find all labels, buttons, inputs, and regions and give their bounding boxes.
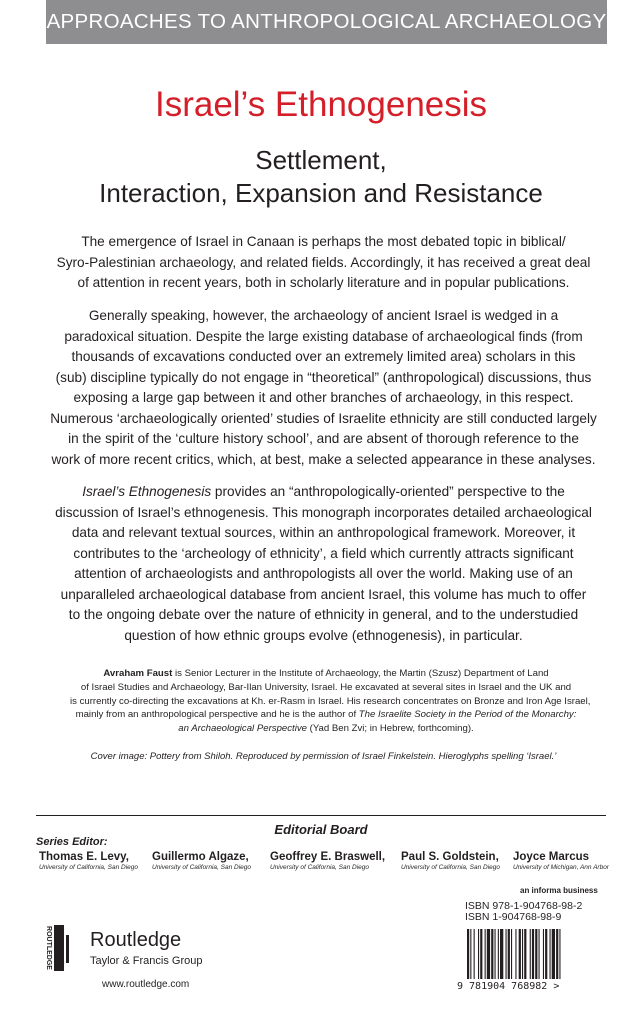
barcode-bar <box>487 929 490 979</box>
barcode-bar <box>506 929 507 979</box>
barcode-bar <box>524 929 526 979</box>
member-name: Geoffrey E. Braswell, <box>270 851 386 863</box>
publisher-group: Taylor & Francis Group <box>90 955 203 967</box>
text-line <box>70 708 582 722</box>
text-line: paradoxical situation. Despite the large existing database of archaeological finds (from <box>64 328 583 344</box>
text-line: of attention in recent years, both in scholarly literature and in popular publications. <box>77 275 570 290</box>
isbn-barcode-block <box>457 901 607 997</box>
text-line: unparalleled archaeological database from ancient Israel, this volume has much to offer <box>60 586 587 602</box>
informa-tagline: an informa business <box>520 886 598 895</box>
text-line: contributes to the ‘archeology of ethnicity’, a field which currently attracts significant <box>73 545 574 561</box>
text-run: mainly from an anthropological perspective and he is the author of <box>75 709 359 721</box>
text-line: thousands of excavations conducted over an extremely limited area) scholars in this <box>71 349 576 364</box>
cover-image-credit: Cover image: Pottery from Shiloh. Reproduced by permission of Israel Finkelstein. Hieroglyphs spelling ‘Israel.’ <box>90 751 557 762</box>
series-editor-label: Series Editor: <box>36 836 108 848</box>
subtitle-line-1: Settlement, <box>255 145 387 175</box>
text-line: is currently co-directing the excavations at Kh. er-Rasm in Israel. His research concentrates on Bronze and Iron Age Israel, <box>70 695 591 707</box>
text-line: discussion of Israel’s ethnogenesis. This monograph incorporates detailed archaeological <box>55 504 592 520</box>
barcode-bar <box>522 929 523 979</box>
barcode-bar <box>474 929 475 979</box>
blurb-paragraph-2 <box>40 306 607 470</box>
barcode-bar <box>543 929 544 979</box>
board-member <box>152 850 251 872</box>
barcode <box>457 929 607 981</box>
editorial-board-title: Editorial Board <box>274 822 368 837</box>
text-line: attention of archaeologists and anthropologists all over the world. Making use of an <box>74 566 573 581</box>
text-line <box>70 722 582 736</box>
divider <box>36 815 606 816</box>
barcode-bar <box>545 929 547 979</box>
member-name: Thomas E. Levy, <box>39 851 129 863</box>
barcode-bar <box>467 929 469 979</box>
text-line: in the spirit of the ‘culture history school’, and are absent of thorough reference to the <box>68 431 579 446</box>
routledge-emblem-icon <box>40 925 84 971</box>
text-line: of Israel Studies and Archaeology, Bar-Ilan University, Israel. He excavated at several sites in Israel and the UK and <box>80 681 572 693</box>
barcode-bar <box>532 929 534 979</box>
italic-book-title: Israel’s Ethnogenesis <box>82 484 212 499</box>
subtitle-line-2: Interaction, Expansion and Resistance <box>99 178 543 208</box>
italic-title: an Archaeological Perspective <box>178 723 307 735</box>
author-bio <box>70 667 591 736</box>
isbn-13: ISBN 978-1-904768-98-2 <box>465 900 583 912</box>
board-member <box>401 850 500 872</box>
text-line: Numerous ‘archaeologically oriented’ studies of Israelite ethnicity are still conducted largely <box>50 410 597 426</box>
barcode-bar <box>508 929 510 979</box>
blurb-paragraph-3 <box>40 482 607 646</box>
barcode-bar <box>519 929 521 979</box>
board-member <box>513 850 609 872</box>
text-line: exposing a large gap between it and other branches of archaeology, in this respect. <box>73 390 574 405</box>
barcode-bar <box>480 929 482 979</box>
barcode-arrow: > <box>553 981 560 992</box>
barcode-bar <box>478 929 479 979</box>
book-title: Israel’s Ethnogenesis <box>154 85 488 124</box>
barcode-bar <box>500 929 503 979</box>
series-banner: APPROACHES TO ANTHROPOLOGICAL ARCHAEOLOGY <box>46 0 607 44</box>
text-run: provides an “anthropologically-oriented” perspective to the <box>211 484 565 499</box>
barcode-digits <box>457 981 559 992</box>
isbn-10: ISBN 1-904768-98-9 <box>465 911 562 923</box>
blurb-paragraph-1 <box>40 232 607 294</box>
member-name: Paul S. Goldstein, <box>401 851 499 863</box>
board-member <box>270 850 385 872</box>
barcode-bar <box>470 929 471 979</box>
member-name: Joyce Marcus <box>513 851 590 863</box>
barcode-bar <box>556 929 558 979</box>
italic-title: The Israelite Society in the Period of the Monarchy: <box>358 709 577 721</box>
barcode-number: 9 781904 768982 <box>457 981 548 992</box>
barcode-bar <box>530 929 531 979</box>
barcode-bar <box>535 929 537 979</box>
barcode-bars <box>467 929 561 979</box>
barcode-bar <box>511 929 512 979</box>
text-line <box>40 482 607 503</box>
barcode-bar <box>498 929 499 979</box>
barcode-bar <box>550 929 551 979</box>
publisher-name: Routledge <box>90 929 182 951</box>
member-affiliation: University of California, San Diego <box>39 864 138 871</box>
member-affiliation: University of California, San Diego <box>401 864 500 871</box>
text-line: data and relevant textual sources, within an anthropological framework. Moreover, it <box>71 525 576 540</box>
barcode-bar <box>552 929 555 979</box>
text-line: (sub) discipline typically do not engage in “theoretical” (anthropological) discussions, thus <box>55 369 592 385</box>
publisher-url: www.routledge.com <box>102 979 190 990</box>
text-run: (Yad Ben Zvi; in Hebrew, forthcoming). <box>306 723 474 735</box>
barcode-bar <box>539 929 540 979</box>
text-line: The emergence of Israel in Canaan is perhaps the most debated topic in biblical/ <box>81 234 566 249</box>
text-line: Syro-Palestinian archaeology, and related fields. Accordingly, it has received a great deal <box>56 254 591 270</box>
text-run: is Senior Lecturer in the Institute of Archaeology, the Martin (Szusz) Department of Land <box>172 668 549 679</box>
book-subtitle <box>0 144 642 210</box>
member-name: Guillermo Algaze, <box>152 851 249 863</box>
text-line: to the ongoing debate over the nature of ethnicity in general, and to the understudied <box>68 607 579 622</box>
barcode-bar <box>495 929 496 979</box>
text-line: work of more recent critics, which, at best, make a selected appearance in these analyses. <box>51 451 596 467</box>
barcode-bar <box>559 929 560 979</box>
barcode-bar <box>515 929 516 979</box>
member-affiliation: University of California, San Diego <box>152 864 251 871</box>
board-member <box>39 850 138 872</box>
vertical-routledge-text: ROUTLEDGE <box>45 926 52 970</box>
barcode-bar <box>491 929 493 979</box>
text-line: Generally speaking, however, the archaeology of ancient Israel is wedged in a <box>88 308 559 323</box>
member-affiliation: University of Michigan, Ann Arbor <box>513 864 609 871</box>
text-line: question of how ethnic groups evolve (ethnogenesis), in particular. <box>124 627 523 643</box>
member-affiliation: University of California, San Diego <box>270 864 369 871</box>
text-line <box>70 667 582 681</box>
barcode-bar <box>485 929 486 979</box>
author-name: Avraham Faust <box>103 668 173 679</box>
